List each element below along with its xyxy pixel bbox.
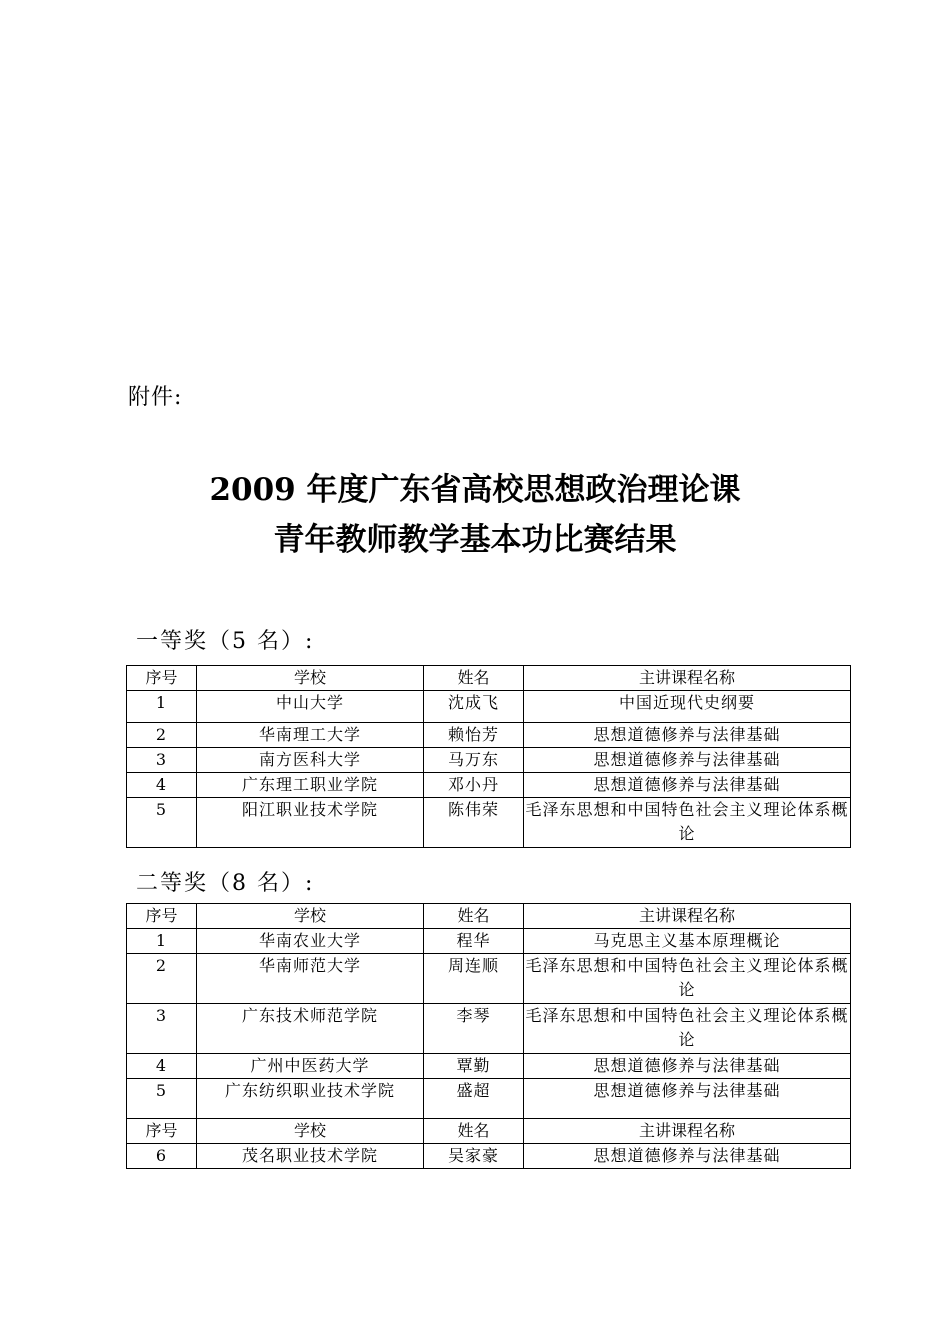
- cell-name: 李琴: [424, 1004, 524, 1054]
- header-index: 序号: [127, 904, 197, 929]
- second-prize-heading: 二等奖（8 名）:: [136, 871, 315, 896]
- cell-index: 5: [127, 1079, 197, 1119]
- table-row: [127, 773, 851, 798]
- document-title-line2: 青年教师教学基本功比赛结果: [273, 522, 677, 558]
- cell-index: 5: [127, 798, 197, 848]
- header-index: 序号: [127, 666, 197, 691]
- cell-course: 思想道德修养与法律基础: [524, 748, 851, 773]
- cell-course: 思想道德修养与法律基础: [524, 1079, 851, 1119]
- cell-name: 沈成飞: [424, 691, 524, 723]
- cell-school: 中山大学: [197, 691, 424, 723]
- cell-index: 4: [127, 773, 197, 798]
- table-header-row: [127, 904, 851, 929]
- cell-course: 毛泽东思想和中国特色社会主义理论体系概论: [524, 954, 851, 1004]
- cell-school: 广州中医药大学: [197, 1054, 424, 1079]
- cell-index: 2: [127, 954, 197, 1004]
- header-name: 姓名: [424, 1119, 524, 1144]
- table-row: [127, 748, 851, 773]
- cell-name: 邓小丹: [424, 773, 524, 798]
- cell-course: 思想道德修养与法律基础: [524, 723, 851, 748]
- cell-course: 马克思主义基本原理概论: [524, 929, 851, 954]
- cell-index: 3: [127, 748, 197, 773]
- header-course: 主讲课程名称: [524, 666, 851, 691]
- table-row: [127, 1004, 851, 1054]
- first-prize-heading: 一等奖（5 名）:: [136, 629, 315, 654]
- table-header-row: [127, 666, 851, 691]
- header-course: 主讲课程名称: [524, 1119, 851, 1144]
- header-name: 姓名: [424, 666, 524, 691]
- cell-course: 思想道德修养与法律基础: [524, 773, 851, 798]
- second-prize-table: [126, 903, 851, 1169]
- cell-index: 2: [127, 723, 197, 748]
- cell-index: 1: [127, 691, 197, 723]
- cell-name: 陈伟荣: [424, 798, 524, 848]
- table-row: [127, 1144, 851, 1169]
- header-name: 姓名: [424, 904, 524, 929]
- cell-index: 6: [127, 1144, 197, 1169]
- cell-school: 广东纺织职业技术学院: [197, 1079, 424, 1119]
- table-row: [127, 691, 851, 723]
- cell-name: 赖怡芳: [424, 723, 524, 748]
- table-row: [127, 798, 851, 848]
- cell-school: 华南师范大学: [197, 954, 424, 1004]
- header-course: 主讲课程名称: [524, 904, 851, 929]
- table-row: [127, 1079, 851, 1119]
- cell-index: 1: [127, 929, 197, 954]
- attachment-label: 附件:: [128, 385, 183, 410]
- cell-course: 思想道德修养与法律基础: [524, 1054, 851, 1079]
- table-row: [127, 954, 851, 1004]
- cell-course: 思想道德修养与法律基础: [524, 1144, 851, 1169]
- header-school: 学校: [197, 904, 424, 929]
- cell-course: 毛泽东思想和中国特色社会主义理论体系概论: [524, 1004, 851, 1054]
- cell-school: 广东理工职业学院: [197, 773, 424, 798]
- cell-school: 华南农业大学: [197, 929, 424, 954]
- cell-name: 吴家豪: [424, 1144, 524, 1169]
- header-school: 学校: [197, 1119, 424, 1144]
- cell-index: 4: [127, 1054, 197, 1079]
- cell-name: 马万东: [424, 748, 524, 773]
- cell-index: 3: [127, 1004, 197, 1054]
- cell-course: 毛泽东思想和中国特色社会主义理论体系概论: [524, 798, 851, 848]
- header-index: 序号: [127, 1119, 197, 1144]
- table-header-row-repeat: [127, 1119, 851, 1144]
- cell-school: 广东技术师范学院: [197, 1004, 424, 1054]
- cell-name: 程华: [424, 929, 524, 954]
- cell-school: 茂名职业技术学院: [197, 1144, 424, 1169]
- cell-course: 中国近现代史纲要: [524, 691, 851, 723]
- table-row: [127, 1054, 851, 1079]
- cell-name: 盛超: [424, 1079, 524, 1119]
- table-row: [127, 723, 851, 748]
- cell-name: 周连顺: [424, 954, 524, 1004]
- document-title-line1: 2009 年度广东省高校思想政治理论课: [209, 472, 741, 508]
- cell-school: 南方医科大学: [197, 748, 424, 773]
- table-row: [127, 929, 851, 954]
- cell-name: 覃勤: [424, 1054, 524, 1079]
- cell-school: 华南理工大学: [197, 723, 424, 748]
- header-school: 学校: [197, 666, 424, 691]
- first-prize-table: [126, 665, 851, 848]
- cell-school: 阳江职业技术学院: [197, 798, 424, 848]
